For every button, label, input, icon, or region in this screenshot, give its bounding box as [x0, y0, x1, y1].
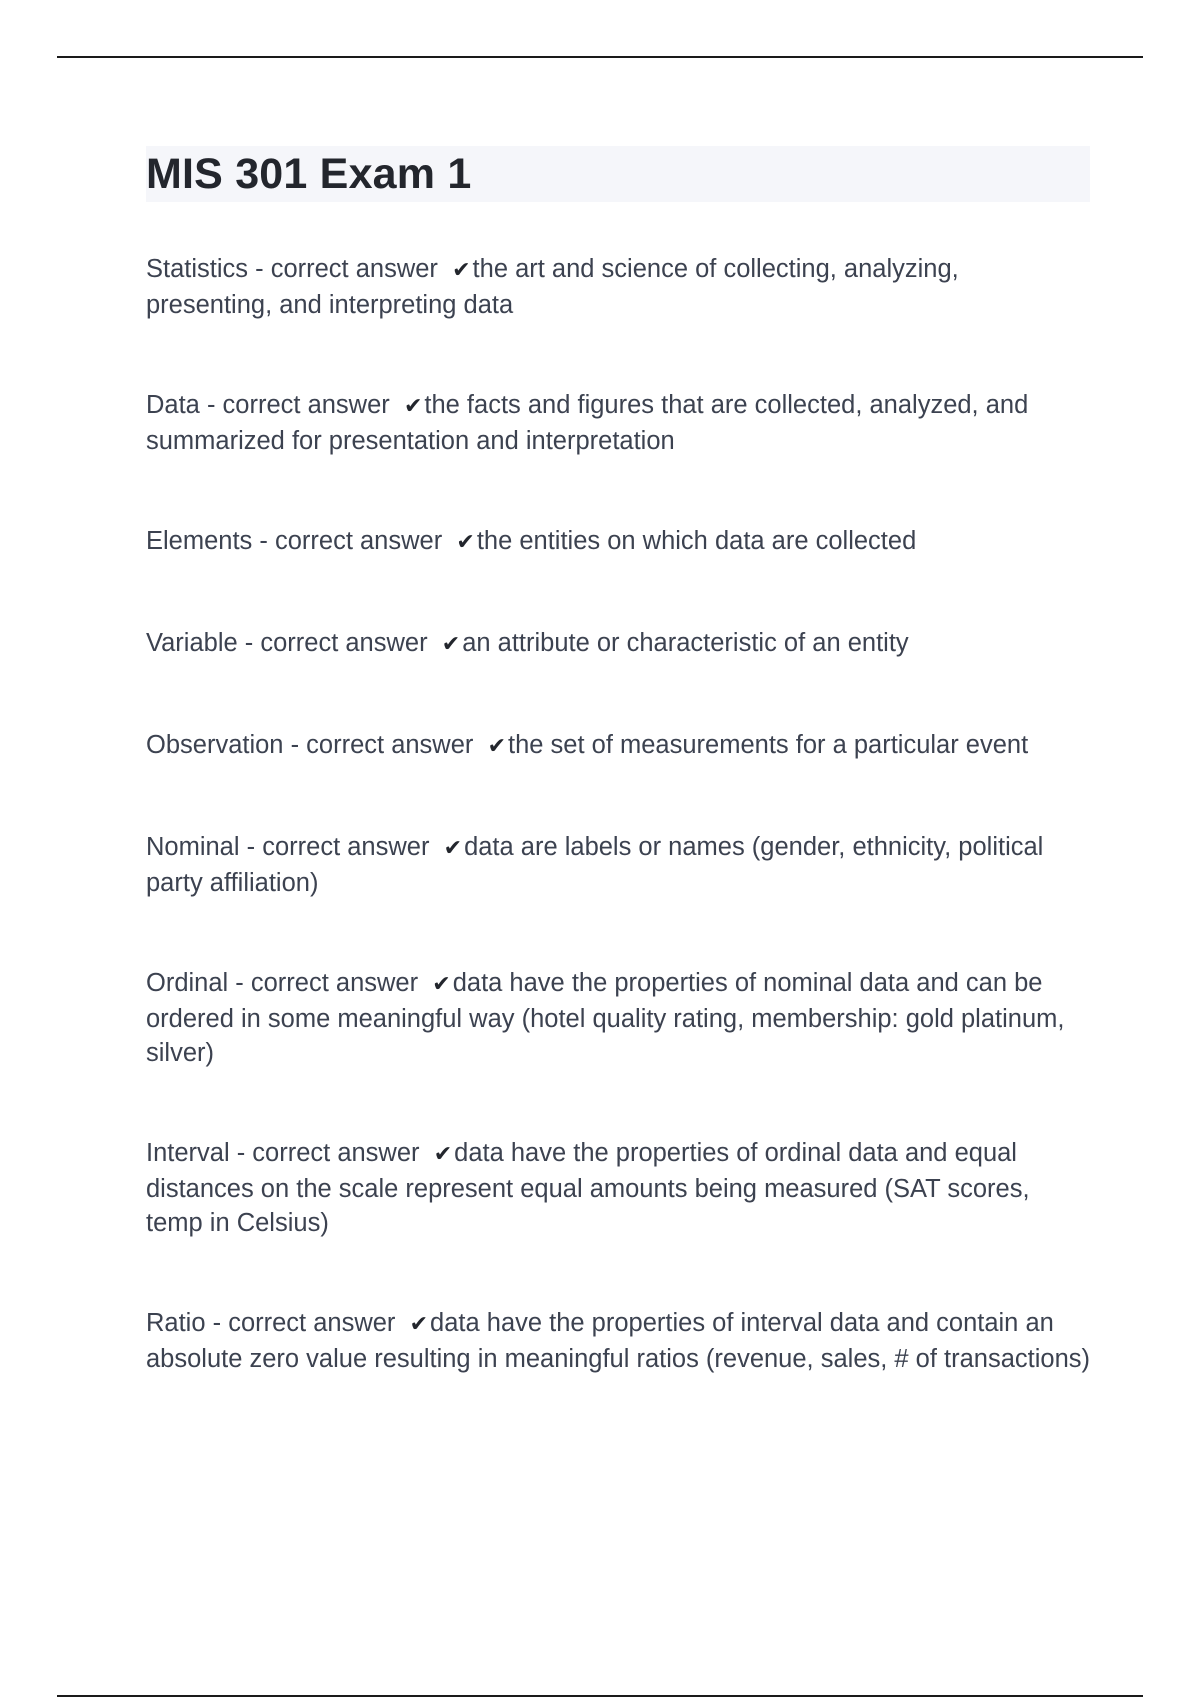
title-bar [146, 146, 1090, 202]
answer-label: correct answer [262, 833, 430, 861]
answer-label: correct answer [222, 391, 390, 419]
page-title: MIS 301 Exam 1 [146, 149, 472, 198]
term: Elements [146, 527, 253, 555]
list-item [146, 626, 1090, 662]
list-item [146, 966, 1090, 1070]
definition: the entities on which data are collected [476, 527, 917, 555]
separator: - [199, 391, 223, 419]
list-item [146, 830, 1090, 900]
list-item [146, 388, 1090, 458]
checkmark-icon: ✔ [441, 632, 461, 657]
definition: an attribute or characteristic of an entity [462, 629, 909, 657]
term: Variable [146, 629, 238, 657]
answer-label: correct answer [270, 255, 438, 283]
term: Ordinal [146, 969, 229, 997]
top-rule [57, 56, 1143, 58]
definition: the set of measurements for a particular event [508, 731, 1029, 759]
separator: - [239, 833, 263, 861]
separator: - [248, 255, 271, 283]
definition: data are labels or names (gender, ethnicity, political party affiliation) [146, 833, 1044, 897]
term: Statistics [146, 255, 249, 283]
checkmark-icon: ✔ [452, 258, 471, 283]
checkmark-icon: ✔ [487, 734, 507, 759]
page-content [146, 146, 1090, 1376]
list-item [146, 728, 1090, 764]
term: Ratio [146, 1309, 206, 1337]
bottom-rule [57, 1695, 1143, 1697]
answer-label: correct answer [260, 629, 428, 657]
list-item [146, 1136, 1090, 1240]
answer-label: correct answer [228, 1309, 396, 1337]
checkmark-icon: ✔ [409, 1312, 429, 1337]
term: Data [146, 391, 200, 419]
separator: - [252, 527, 275, 555]
checkmark-icon: ✔ [432, 972, 451, 997]
answer-label: correct answer [306, 731, 474, 759]
term: Nominal [146, 833, 240, 861]
term: Interval [146, 1139, 230, 1167]
checkmark-icon: ✔ [403, 394, 423, 419]
term: Observation [146, 731, 284, 759]
separator: - [283, 731, 307, 759]
definition: data have the properties of interval data and contain an absolute zero value resulting in meaningful ratios (revenue, sales, # of transactions) [146, 1309, 1091, 1373]
definition: data have the properties of ordinal data and equal distances on the scale represent equal amounts being measured (SAT scores, temp in Celsius) [146, 1139, 1030, 1237]
separator: - [237, 629, 261, 657]
checkmark-icon: ✔ [456, 530, 475, 555]
answer-label: correct answer [252, 1139, 420, 1167]
separator: - [228, 969, 251, 997]
list-item [146, 524, 1090, 560]
separator: - [229, 1139, 253, 1167]
definition: the art and science of collecting, analyzing, presenting, and interpreting data [146, 255, 959, 319]
list-item [146, 252, 1090, 322]
checkmark-icon: ✔ [443, 836, 463, 861]
definition: the facts and figures that are collected, analyzed, and summarized for presentation and interpretation [146, 391, 1029, 455]
checkmark-icon: ✔ [433, 1142, 453, 1167]
answer-label: correct answer [274, 527, 443, 555]
separator: - [205, 1309, 229, 1337]
qa-list [146, 252, 1090, 1376]
list-item [146, 1306, 1090, 1376]
answer-label: correct answer [250, 969, 419, 997]
definition: data have the properties of nominal data and can be ordered in some meaningful way (hotel quality rating, membership: gold platinum, silver) [146, 969, 1065, 1067]
